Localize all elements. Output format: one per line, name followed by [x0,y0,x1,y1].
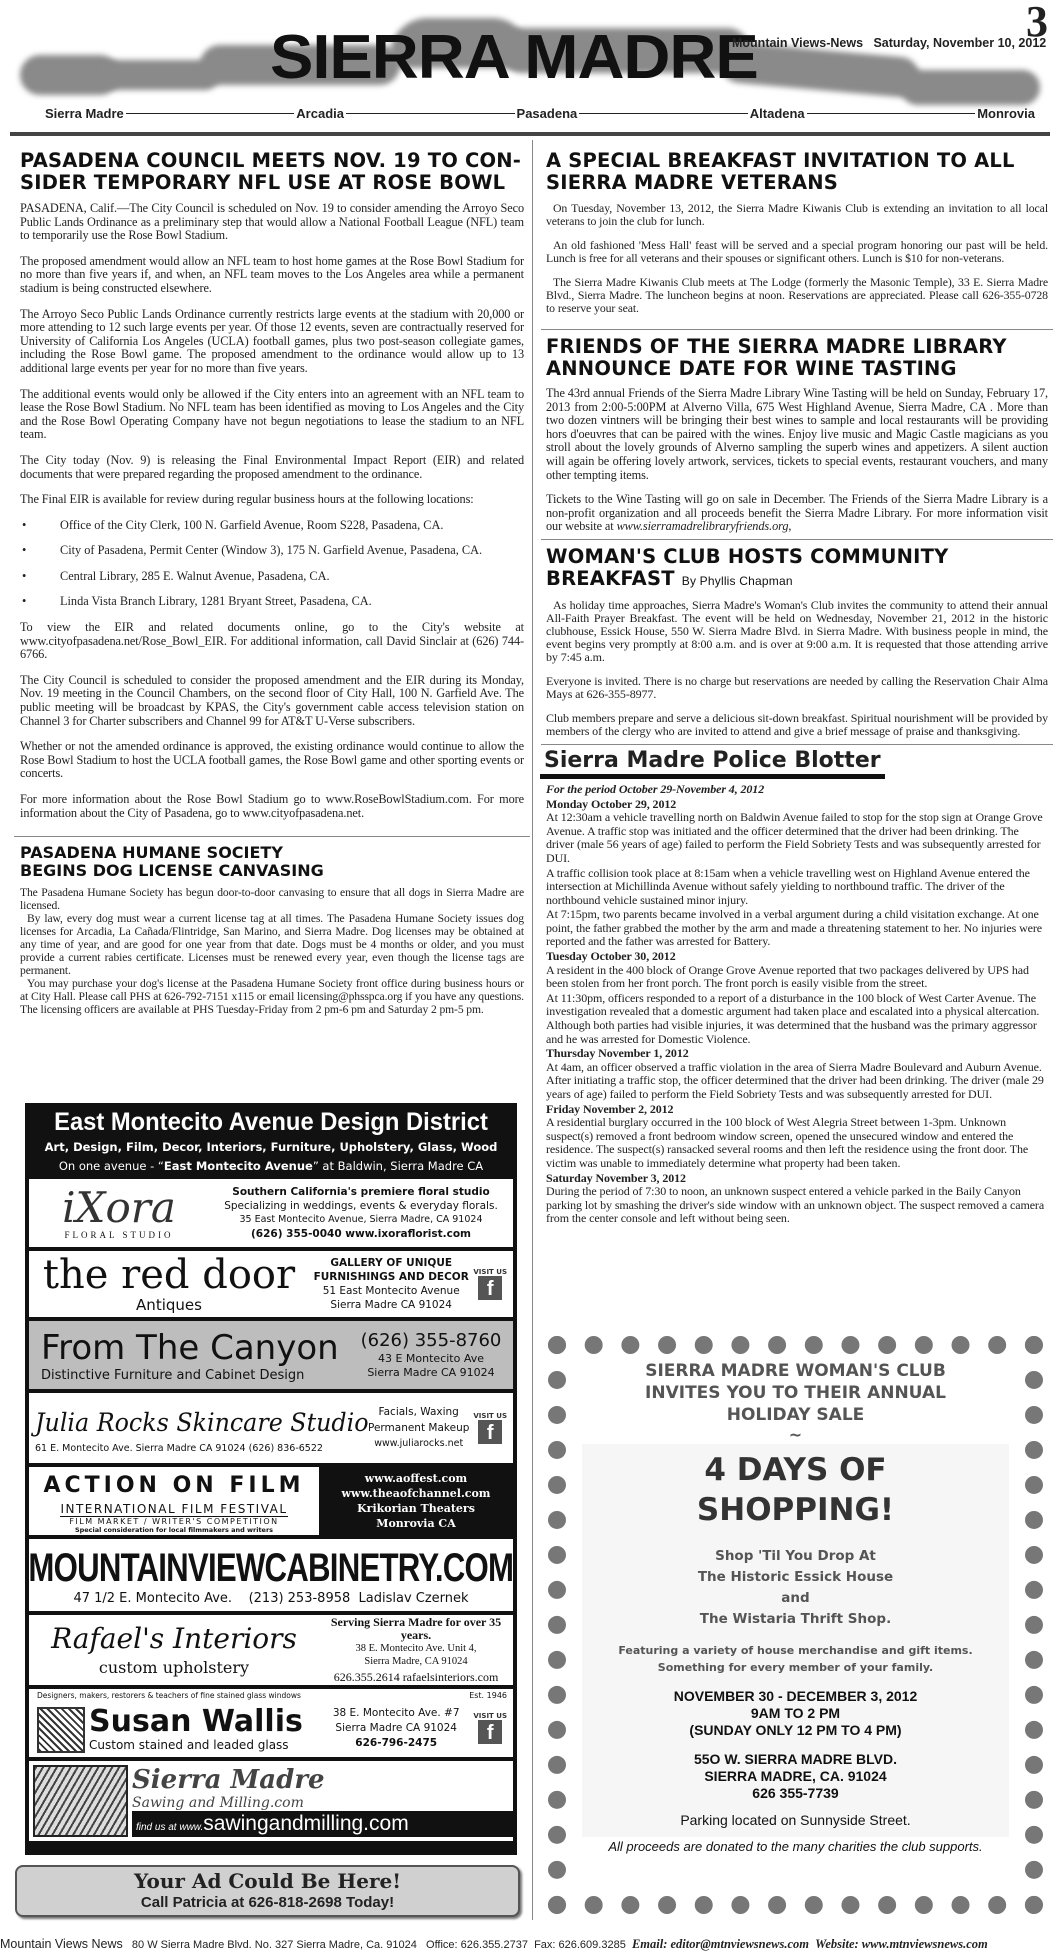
ad-line: Parking located on Sunnyside Street. [680,1812,911,1828]
page-number: 3 [1026,0,1048,46]
paragraph: The additional events would only be allowed if the City enters into an agreement with an NFL team to lease the Rose Bowl Stadium. No NFL team has been identified as moving to Los Angeles and the City and the Rose Bowl Operating Company have not begun negotiations to lease the stadium to an NFL team. [20,386,524,442]
ad-tagline: On one avenue - “East Montecito Avenue” at Baldwin, Sierra Madre CA [58,1159,484,1173]
headline: A SPECIAL BREAKFAST INVITATION TO ALL SIERRA MADRE VETERANS [546,149,1015,194]
ad-headline: SHOPPING! [696,1492,895,1528]
town: Altadena [749,106,805,121]
facebook-icon[interactable]: VISIT US f [473,1412,507,1444]
town: Pasadena [516,106,578,121]
paragraph: PASADENA, Calif.—The City Council is scheduled on Nov. 19 to consider amending the Arroyo Seco Public Lands Ordinance as a preliminary step that would allow a National Football League (NFL) team to temporarily use the Rose Bowl Stadium. [20,201,524,243]
ad-from-the-canyon[interactable]: From The Canyon Distinctive Furniture and Cabinet Design (626) 355-8760 43 E Montecito Ave Sierra Madre CA 91024 [29,1321,513,1389]
blotter-item: A resident in the 400 block of Orange Grove Avenue reported that two packages delivered by UPS had been stolen from her front porch. The front porch is easily visible from the street. [546,962,1029,991]
ad-red-door[interactable]: the red door Antiques GALLERY OF UNIQUE FURNISHINGS AND DECOR 51 East Montecito Avenue Sierra Madre CA 91024 VISIT US f [29,1251,513,1317]
ad-date: 9AM TO 2 PM [750,1705,841,1721]
police-blotter [540,748,1048,1227]
paragraph: The Pasadena Humane Society has begun door-to-door canvasing to ensure that all dogs in Sierra Madre are licensed. [20,886,524,913]
ad-line: Featuring a variety of house merchandise and gift items. [618,1644,973,1657]
paper-name: Mountain Views-News [732,36,864,50]
ad-sawing-milling[interactable]: Sierra Madre Sawing and Milling.com find us at www.sawingandmilling.com [29,1761,513,1841]
ad-title: HOLIDAY SALE [726,1405,865,1425]
ad-date: (SUNDAY ONLY 12 PM TO 4 PM) [689,1722,902,1738]
ad-line: The Historic Essick House [697,1569,894,1585]
divider [10,132,1050,136]
ad-title: East Montecito Avenue Design District [54,1108,488,1136]
ad-line: and [781,1590,810,1606]
ad-address: SIERRA MADRE, CA. 91024 [704,1768,887,1784]
headline: WOMAN'S CLUB HOSTS COMMUNITY BREAKFAST By Phyllis Chapman [546,544,949,590]
paragraph: As holiday time approaches, Sierra Madre's Woman's Club invites the community to attend their annual All-Faith Prayer Breakfast. The event will be held on Wednesday, November 21, 2012 in the historic clubhouse, Essick House, 550 W. Sierra Madre Blvd. in Sierra Madre. With business people in mind, the event begins very promptly at 8:00 a.m. and is over at 9:00 a.m. It is requested that those attending arrive by 7:45 a.m. [546,597,1048,664]
article-library [546,336,1048,534]
blotter-day: Monday October 29, 2012 [546,796,677,811]
blotter-item: At 4am, an officer observed a traffic violation in the area of Sierra Madre Boulevard and Auburn Avenue. After initiating a traffic stop, the officer determined that the driver had been drinking. The driver (male 29 years of age) failed to perform the Field Sobriety Tests and was subsequently arrested for DUI. [546,1059,1044,1101]
ad-block [25,1103,517,1855]
article-rose-bowl [20,150,524,820]
canyon-logo: From The Canyon Distinctive Furniture and Cabinet Design [41,1327,339,1383]
list-item: • Linda Vista Branch Library, 1281 Bryant Street, Pasadena, CA. [20,595,524,609]
page-footer: Mountain Views News 80 W Sierra Madre Blvd. No. 327 Sierra Madre, Ca. 91024 Office: 626.355.2737 Fax: 626.609.3285 Email: editor@mtnviewsnews.com Website: www.mtnviewsnews.com [0,1937,988,1951]
banner-subtitle: Call Patricia at 626-818-2698 Today! [140,1894,395,1911]
woodworker-illustration [33,1765,128,1837]
facebook-icon[interactable]: VISIT US f [473,1268,507,1300]
blotter-day: Saturday November 3, 2012 [546,1170,686,1185]
location-list [20,519,524,609]
paragraph: The proposed amendment would allow an NFL team to host home games at the Rose Bowl Stadium for no more than five years if, and when, an NFL team moves to the Los Angeles area while a permanent stadium is being constructed elsewhere. [20,253,524,295]
left-column [20,150,524,1098]
blotter-item: At 7:15pm, two parents became involved in a verbal argument during a child visitation exchange. At one point, the father grabbed the mother by the arm and made a threatening statement to her. No injuries were reported and the father was arrested for Battery. [546,907,1042,949]
ad-julia-rocks[interactable]: Julia Rocks Skincare Studio 61 E. Montecito Ave. Sierra Madre CA 91024 (626) 836-6522 Facials, Waxing Permanent Makeup www.juliarocks.net VISIT US f [29,1393,513,1463]
paragraph: Tickets to the Wine Tasting will go on sale in December. The Friends of the Sierra Madre Library is a non-profit organization and all proceeds benefit the Sierra Madre Library. For more information visit our website at www.sierramadrelibraryfriends.org, [546,492,1048,534]
stained-glass-icon [37,1707,85,1753]
rafael-logo: Rafael's Interiors custom upholstery [29,1621,319,1679]
headline: PASADENA COUNCIL MEETS NOV. 19 TO CON-SIDER TEMPORARY NFL USE AT ROSE BOWL [20,149,522,194]
banner-title: Your Ad Could Be Here! [134,1869,401,1893]
headline: FRIENDS OF THE SIERRA MADRE LIBRARY ANNOUNCE DATE FOR WINE TASTING [546,335,1007,380]
list-item: • City of Pasadena, Permit Center (Window 3), 175 N. Garfield Avenue, Pasadena, CA. [20,544,524,558]
paragraph: By law, every dog must wear a current license tag at all times. The Pasadena Humane Society issues dog licenses for Arcadia, La Cañada/Flintridge, San Marino, and Sierra Madre. Dog licenses may be obtained at any time of year, and are good for one year from that date. Dogs must be 4 months or older, and you must provide a current rabies certificate. Licenses must be renewed every year, even though the license tags are permanent. [20,912,524,978]
blotter-item: At 11:30pm, officers responded to a report of a disturbance in the 100 block of West Carter Avenue. The investigation revealed that a domestic argument had taken place and escalated into a physical altercation. Although both parties had visible injuries, it was determined that the husband was the primary aggressor and he was arrested for Domestic Violence. [546,990,1040,1046]
ad-line: All proceeds are donated to the many charities the club supports. [608,1839,983,1854]
paragraph: The City Council is scheduled to consider the proposed amendment and the EIR during its Monday, Nov. 19 meeting in the Council Chambers, on the second floor of City Hall, 100 N. Garfield Ave. The public meeting will be broadcast by KPAS, the City's government cable access television station on Channel 3 for Charter subscribers and Channel 99 for AT&T U-Verse subscribers. [20,672,524,728]
email-link[interactable]: Email: editor@mtnviewsnews.com [631,1937,810,1951]
headline: BEGINS DOG LICENSE CANVASING [20,861,324,881]
blotter-item: During the period of 7:30 to noon, an unknown suspect entered a vehicle parked in the Baily Canyon parking lot by smashing the driver's side window with an unknown object. The suspect removed a camera from the center console and left without being seen. [546,1184,1045,1226]
website-link[interactable]: www.sierramadrelibraryfriends.org, [616,519,792,534]
paragraph: An old fashioned 'Mess Hall' feast will be served and a special program honoring our past will be held. Lunch is free for all veterans and their spouses or significant others. Lunch is $10 for non-veterans. [546,238,1048,265]
ad-rafaels-interiors[interactable]: Rafael's Interiors custom upholstery Serving Sierra Madre for over 35 years. 38 E. Montecito Ave. Unit 4, Sierra Madre, CA 91024 626.355.2614 rafaelsinteriors.com [29,1615,513,1685]
masthead [0,0,1056,135]
column-divider [532,140,533,1920]
town-line [45,106,1035,121]
ad-title: INVITES YOU TO THEIR ANNUAL [645,1383,946,1403]
ad-address: 55O W. SIERRA MADRE BLVD. [693,1751,898,1767]
byline: By Phyllis Chapman [681,573,793,588]
paragraph: For more information about the Rose Bowl Stadium go to www.RoseBowlStadium.com. For more information about the City of Pasadena, go to www.cityofpasadena.net. [20,792,524,820]
ad-mountainview-cabinetry[interactable]: MOUNTAINVIEWCABINETRY.COM 47 1/2 E. Montecito Ave. (213) 253-8958 Ladislav Czernek [29,1539,513,1611]
article-veterans [546,150,1048,315]
ad-subtitle: Art, Design, Film, Decor, Interiors, Furniture, Upholstery, Glass, Wood [44,1140,498,1154]
paragraph: Everyone is invited. There is no charge but reservations are needed by calling the Reservation Chair Alma Mays at 626-355-8977. [546,673,1048,701]
paragraph: You may purchase your dog's license at the Pasadena Humane Society front office during business hours or at City Hall. Please call PHS at 626-792-7151 x115 or email licensing@phsspca.org if you have any questions. The licensing officers are available at PHS Tuesday-Friday from 2 pm-6 pm and Saturday 2 pm-5 pm. [20,977,524,1017]
your-ad-banner[interactable] [15,1865,520,1917]
divider [14,836,530,837]
blotter-day: Friday November 2, 2012 [546,1101,674,1116]
blotter-item: At 12:30am a vehicle travelling north on Baldwin Avenue failed to stop for the stop sign at Orange Grove Avenue. A traffic stop was initiated and the officer determined that the driver had been drinking. The driver (male 56 years of age) failed to perform the Field Sobriety Tests and was subsequently arrested for DUI. [546,810,1043,865]
ad-line: Something for every member of your family. [657,1661,934,1674]
ad-phone: 626 355-7739 [752,1785,839,1801]
divider [541,329,1053,330]
paragraph: Whether or not the amended ordinance is approved, the existing ordinance would continue to allow the Rose Bowl Stadium to host the UCLA football games, the Rose Bowl game and other sporting events or concerts. [20,739,524,781]
paragraph: The 43rd annual Friends of the Sierra Madre Library Wine Tasting will be held on Sunday, February 17, 2013 from 2:00-5:00PM at Alverno Villa, 675 West Highland Avenue, Sierra Madre, CA . More than two dozen vintners will be bringing their best wines to sample and local restaurants will be providing hors d'oeuvres that can be paired with the wines. Enjoy live music and Magic Castle magicians as you stroll about the lovely grounds of Alverno sampling the superb wines and appetizers. A silent auction will again be offering lovely artwork, services, tickets to special events, restaurant vouchers, and many other tempting items. [546,386,1048,482]
list-item: • Office of the City Clerk, 100 N. Garfield Avenue, Room S228, Pasadena, CA. [20,519,524,533]
period: For the period October 29-November 4, 2012 [546,781,765,796]
paragraph: Club members prepare and serve a delicious sit-down breakfast. Spiritual nourishment will be provided by members of the clergy who are invited to attend and give a brief message of praise and thanksgiving. [546,710,1048,738]
masthead-title: SIERRA MADRE [270,23,758,92]
paragraph: To view the EIR and related documents online, go to the City's website at www.cityofpasadena.net/Rose_Bowl_EIR. For additional information, call David Sinclair at (626) 744-6766. [20,620,524,662]
ad-action-on-film[interactable]: ACTION ON FILM INTERNATIONAL FILM FESTIVAL FILM MARKET / WRITER'S COMPETITION Special consideration for local filmmakers and writers www.aoffest.com www.theaofchannel.com Krikorian Theaters Monrovia CA [29,1467,513,1535]
website-link[interactable]: Website: www.mtnviewsnews.com [815,1937,988,1951]
right-column [546,150,1048,1227]
ad-ixora[interactable]: iXora FLORAL STUDIO Southern California's premiere floral studio Specializing in weddings, events & everyday florals. 35 East Montecito Avenue, Sierra Madre, CA 91024 (626) 355-0040 www.ixoraflorist.com [29,1179,513,1247]
ad-susan-wallis[interactable]: Designers, makers, restorers & teachers of fine stained glass windows Est. 1946 Susan Wallis Custom stained and leaded glass 38 E. Montecito Ave. #7 Sierra Madre CA 91024 626-796-2475 VISIT US f [29,1689,513,1757]
divider [541,539,1053,540]
red-door-logo: the red door Antiques [42,1252,296,1314]
blotter-item: A residential burglary occurred in the 100 block of West Alegria Street between 1-3pm. Unknown suspect(s) removed a front bedroom window screen, opened the unsecured window and entered the residence. The suspect(s) ransacked several rooms and then left the residence using the front door. The victim was unable to immediately determine what property had been taken. [546,1115,1029,1170]
issue-date: Saturday, November 10, 2012 [873,36,1047,50]
article-womans-club [546,546,1048,738]
ad-line: The Wistaria Thrift Shop. [699,1611,892,1627]
ad-title: SIERRA MADRE WOMAN'S CLUB [645,1361,946,1381]
town: Sierra Madre [45,106,124,121]
ad-design-district [29,1107,513,1179]
separator: ~ [788,1425,803,1444]
town: Arcadia [296,106,344,121]
headline: PASADENA HUMANE SOCIETY [20,843,283,863]
blotter-day: Tuesday October 30, 2012 [546,949,676,964]
paragraph: The Arroyo Seco Public Lands Ordinance currently restricts large events at the stadium with 20,000 or more attending to 12 such large events per year. Of those 12 events, seven are contractually reserved for University of California Los Angeles (UCLA) football games, plus two post-season collegiate games, including the Rose Bowl game. The proposed amendment to the ordinance would allow up to 13 additional large events per year for no more than five years. [20,306,524,375]
blotter-item: A traffic collision took place at 8:15am when a vehicle travelling west on Highland Avenue entered the intersection at Michillinda Avenue without safely yielding to northbound traffic. The driver of the northbound vehicle sustained minor injury. [546,865,1030,907]
ad-line: Shop 'Til You Drop At [715,1548,876,1564]
ad-headline: 4 DAYS OF [704,1452,887,1488]
town: Monrovia [977,106,1035,121]
ixora-logo: iXora FLORAL STUDIO [62,1183,176,1240]
headline: Sierra Madre Police Blotter [540,748,885,779]
article-humane-society [20,844,524,1016]
paragraph: The Sierra Madre Kiwanis Club meets at The Lodge (formerly the Masonic Temple), 33 E. Sierra Madre Blvd., Sierra Madre. The luncheon begins at noon. Reservations are appreciated. Please call 626-355-0728 to reserve your seat. [546,275,1048,315]
paragraph: The City today (Nov. 9) is releasing the Final Environmental Impact Report (EIR) and related documents that were prepared regarding the proposed amendment to the ordinance. [20,452,524,481]
rafael-tagline: custom upholstery [98,1658,250,1677]
list-item: • Central Library, 285 E. Walnut Avenue, Pasadena, CA. [20,570,524,584]
masthead-info [732,36,1046,50]
ad-date: NOVEMBER 30 - DECEMBER 3, 2012 [673,1688,918,1704]
holiday-sale-ad [548,1336,1043,1914]
julia-logo: Julia Rocks Skincare Studio 61 E. Montecito Ave. Sierra Madre CA 91024 (626) 836-6522 [35,1407,369,1454]
blotter-day: Thursday November 1, 2012 [546,1046,689,1061]
facebook-icon[interactable]: VISIT US f [473,1712,507,1744]
paragraph: The Final EIR is available for review during regular business hours at the following locations: [20,492,474,507]
paragraph: On Tuesday, November 13, 2012, the Sierra Madre Kiwanis Club is extending an invitation to all local veterans to join the club for lunch. [546,201,1048,228]
divider [541,744,1053,745]
